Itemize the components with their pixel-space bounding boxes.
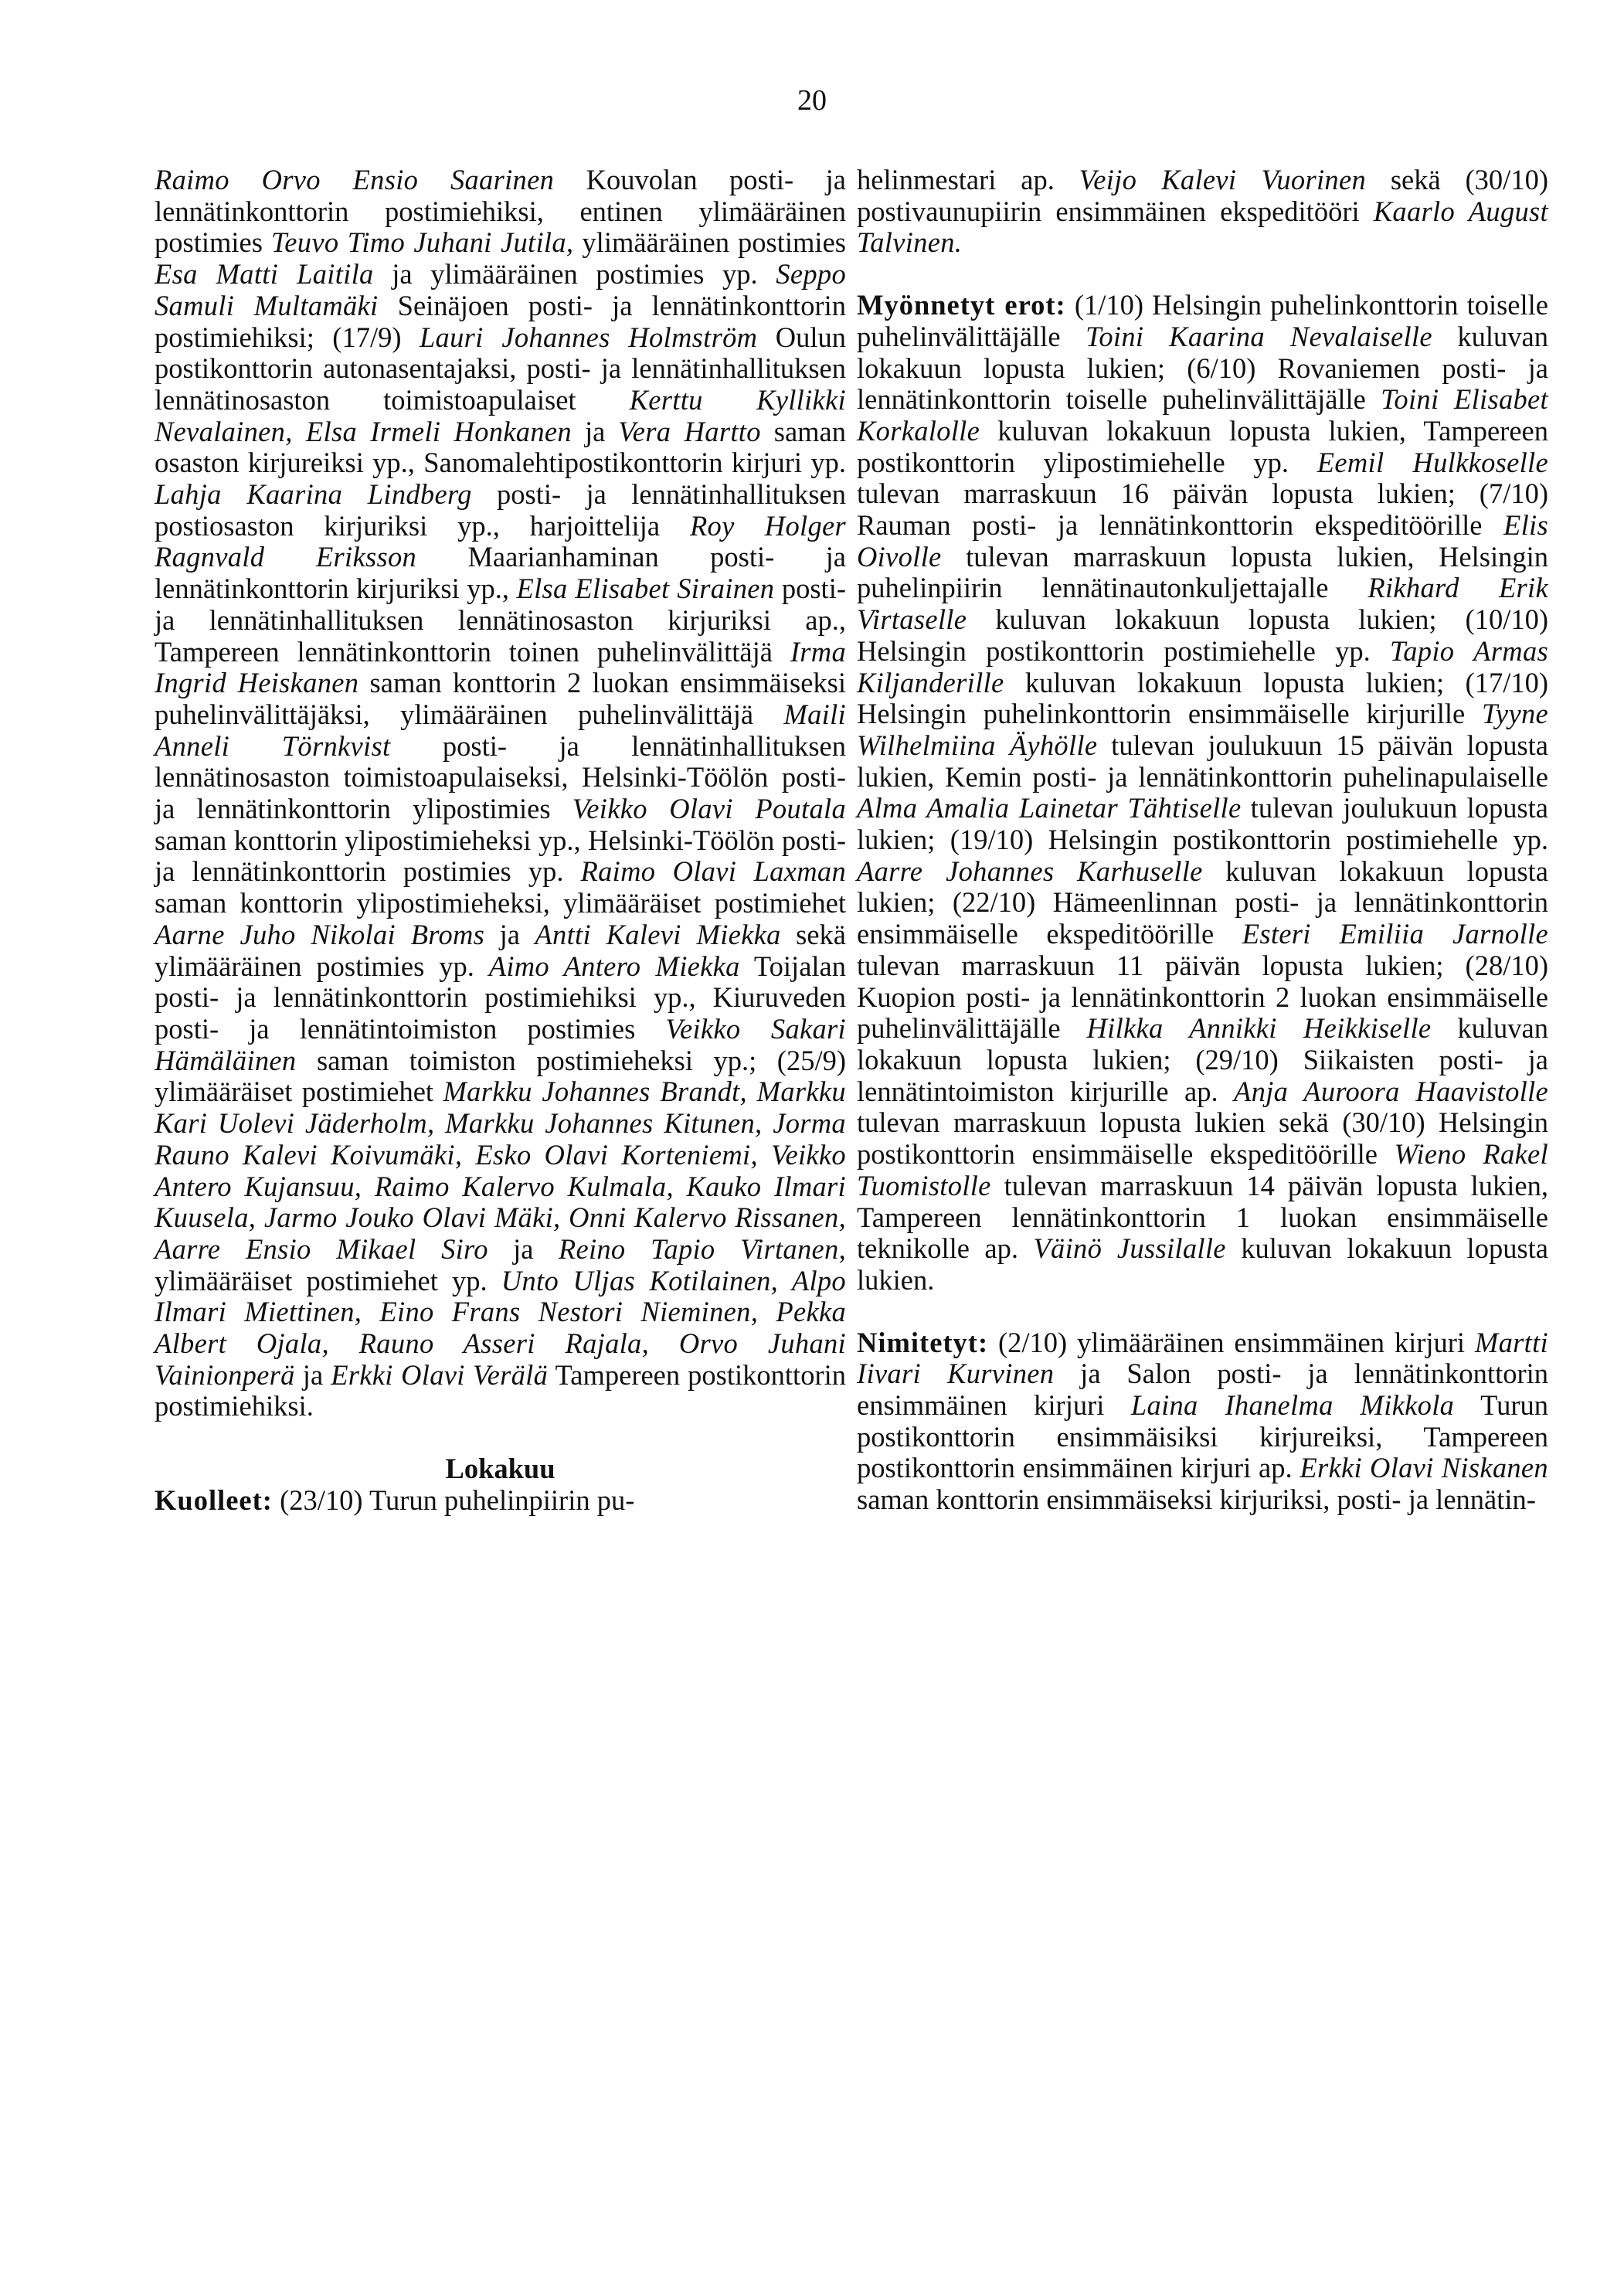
right-paragraph-1: helinmestari ap. Veijo Kalevi Vuorinen sekä (30/10) postivaunupiirin ensimmäinen ekspeditööri Kaarlo August Talvinen. [857, 164, 1548, 259]
section-heading-lokakuu: Lokakuu [445, 1453, 555, 1485]
nimitetyt-text: (2/10) ylimääräinen ensimmäinen kirjuri Martti Iivari Kurvinen ja Salon posti- ja lennätinkonttorin ensimmäinen kirjuri Laina Ihanelma Mikkola Turun postikonttorin ensimmäisiksi kirjureiksi, Tampereen postikonttorin ensimmäinen kirjuri ap. Erkki Olavi Niskanen saman konttorin ensimmäiseksi kirjuriksi, posti- ja lennätin- [857, 1326, 1549, 1516]
nimitetyt-paragraph [857, 1327, 1548, 1516]
page-number: 20 [797, 84, 827, 117]
right-column [857, 165, 1548, 1516]
nimitetyt-label: Nimitetyt: [857, 1326, 989, 1358]
left-column [155, 165, 846, 1517]
kuolleet-label: Kuolleet: [155, 1483, 273, 1516]
myonnetyt-erot-paragraph [857, 290, 1548, 1297]
left-paragraph-1: Raimo Orvo Ensio Saarinen Kouvolan posti- ja lennätinkonttorin postimiehiksi, entinen ylimääräinen postimies Teuvo Timo Juhani Jutila, ylimääräinen postimies Esa Matti Laitila ja ylimääräinen postimies yp. Seppo Samuli Multamäki Seinäjoen posti- ja lennätinkonttorin postimiehiksi; (17/9) Lauri Johannes Holmström Oulun postikonttorin autonasentajaksi, posti- ja lennätinhallituksen lennätinosaston toimistoapulaiset Kerttu Kyllikki Nevalainen, Elsa Irmeli Honkanen ja Vera Hartto saman osaston kirjureiksi yp., Sanomalehtipostikonttorin kirjuri yp. Lahja Kaarina Lindberg posti- ja lennätinhallituksen postiosaston kirjuriksi yp., harjoittelija Roy Holger Ragnvald Eriksson Maarianhaminan posti- ja lennätinkonttorin kirjuriksi yp., Elsa Elisabet Sirainen posti- ja lennätinhallituksen lennätinosaston kirjuriksi ap., Tampereen lennätinkonttorin toinen puhelinvälittäjä Irma Ingrid Heiskanen saman konttorin 2 luokan ensimmäiseksi puhelinvälittäjäksi, ylimääräinen puhelinvälittäjä Maili Anneli Törnkvist posti- ja lennätinhallituksen lennätinosaston toimistoapulaiseksi, Helsinki-Töölön posti- ja lennätinkonttorin ylipostimies Veikko Olavi Poutala saman konttorin ylipostimieheksi yp., Helsinki-Töölön posti- ja lennätinkonttorin postimies yp. Raimo Olavi Laxman saman konttorin ylipostimieheksi, ylimääräiset postimiehet Aarne Juho Nikolai Broms ja Antti Kalevi Miekka sekä ylimääräinen postimies yp. Aimo Antero Miekka Toijalan posti- ja lennätinkonttorin postimiehiksi yp., Kiuruveden posti- ja lennätintoimiston postimies Veikko Sakari Hämäläinen saman toimiston postimieheksi yp.; (25/9) ylimääräiset postimiehet Markku Johannes Brandt, Markku Kari Uolevi Jäderholm, Markku Johannes Kitunen, Jorma Rauno Kalevi Koivumäki, Esko Olavi Korteniemi, Veikko Antero Kujansuu, Raimo Kalervo Kulmala, Kauko Ilmari Kuusela, Jarmo Jouko Olavi Mäki, Onni Kalervo Rissanen, Aarre Ensio Mikael Siro ja Reino Tapio Virtanen, ylimääräiset postimiehet yp. Unto Uljas Kotilainen, Alpo Ilmari Miettinen, Eino Frans Nestori Nieminen, Pekka Albert Ojala, Rauno Asseri Rajala, Orvo Juhani Vainionperä ja Erkki Olavi Verälä Tampereen postikonttorin postimiehiksi. [155, 164, 847, 1422]
kuolleet-paragraph [155, 1485, 846, 1517]
myonnetyt-erot-label: Myönnetyt erot: [857, 289, 1066, 321]
myonnetyt-erot-text: (1/10) Helsingin puhelinkonttorin toiselle puhelinvälittäjälle Toini Kaarina Nevalaiselle kuluvan lokakuun lopusta lukien; (6/10) Rovaniemen posti- ja lennätinkonttorin toiselle puhelinvälittäjälle Toini Elisabet Korkalolle kuluvan lokakuun lopusta lukien, Tampereen postikonttorin ylipostimiehelle yp. Eemil Hulkkoselle tulevan marraskuun 16 päivän lopusta lukien; (7/10) Rauman posti- ja lennätinkonttorin ekspeditöörille Elis Oivolle tulevan marraskuun lopusta lukien, Helsingin puhelinpiirin lennätinautonkuljettajalle Rikhard Erik Virtaselle kuluvan lokakuun lopusta lukien; (10/10) Helsingin postikonttorin postimiehelle yp. Tapio Armas Kiljanderille kuluvan lokakuun lopusta lukien; (17/10) Helsingin puhelinkonttorin ensimmäiselle kirjurille Tyyne Wilhelmiina Äyhölle tulevan joulukuun 15 päivän lopusta lukien, Kemin posti- ja lennätinkonttorin puhelinapulaiselle Alma Amalia Lainetar Tähtiselle tulevan joulukuun lopusta lukien; (19/10) Helsingin postikonttorin postimiehelle yp. Aarre Johannes Karhuselle kuluvan lokakuun lopusta lukien; (22/10) Hämeenlinnan posti- ja lennätinkonttorin ensimmäiselle ekspeditöörille Esteri Emiliia Jarnolle tulevan marraskuun 11 päivän lopusta lukien; (28/10) Kuopion posti- ja lennätinkonttorin 2 luokan ensimmäiselle puhelinvälittäjälle Hilkka Annikki Heikkiselle kuluvan lokakuun lopusta lukien; (29/10) Siikaisten posti- ja lennätintoimiston kirjurille ap. Anja Auroora Haavistolle tulevan marraskuun lopusta lukien sekä (30/10) Helsingin postikonttorin ensimmäiselle ekspeditöörille Wieno Rakel Tuomistolle tulevan marraskuun 14 päivän lopusta lukien, Tampereen lennätinkonttorin 1 luokan ensimmäiselle teknikolle ap. Väinö Jussilalle kuluvan lokakuun lopusta lukien. [857, 289, 1549, 1296]
kuolleet-text: (23/10) Turun puhelinpiirin pu- [272, 1483, 635, 1516]
